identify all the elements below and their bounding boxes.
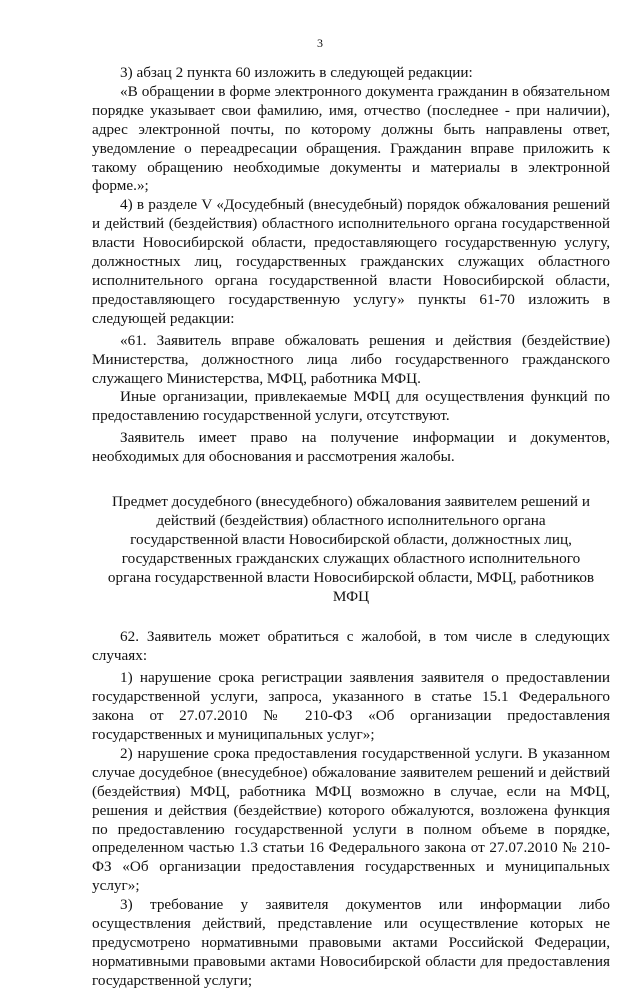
page-number: 3 <box>317 36 323 50</box>
paragraph: 62. Заявитель может обратиться с жалобой, в том числе в следующих случаях: <box>92 628 610 665</box>
paragraph: Заявитель имеет право на получение информации и документов, необходимых для обоснования и рассмотрения жалобы. <box>92 429 610 466</box>
section-heading: Предмет досудебного (внесудебного) обжалования заявителем решений и действий (бездействия) областного исполнительного органа государственной власти Новосибирской области, должностных лиц, государственных гражданских служащих областного исполнительного органа государственной власти Новосибирской области, МФЦ, работников МФЦ <box>107 493 595 605</box>
document-body <box>92 64 610 991</box>
paragraph: «61. Заявитель вправе обжаловать решения и действия (бездействие) Министерства, должностного лица либо государственного гражданского служащего Министерства, МФЦ, работника МФЦ. <box>92 331 610 387</box>
paragraph: 3) абзац 2 пункта 60 изложить в следующей редакции: <box>120 64 473 81</box>
paragraph: Иные организации, привлекаемые МФЦ для осуществления функций по предоставлению государственной услуги, отсутствуют. <box>92 388 610 425</box>
paragraph: 3) требование у заявителя документов или информации либо осуществления действий, представление или осуществление которых не предусмотрено нормативными правовыми актами Российской Федерации, нормативными правовыми актами Новосибирской области для предоставления государственной услуги; <box>92 896 610 989</box>
paragraph: 2) нарушение срока предоставления государственной услуги. В указанном случае досудебное (внесудебное) обжалование заявителем решений и действий (бездействия) МФЦ, работника МФЦ возможно в случае, если на МФЦ, решения и действия (бездействие) которого обжалуются, возложена функция по предоставлению государственной услуги в полном объеме в порядке, определенном частью 1.3 статьи 16 Федерального закона от 27.07.2010 № 210-ФЗ «Об организации предоставления государственных и муниципальных услуг»; <box>92 744 610 895</box>
paragraph: 1) нарушение срока регистрации заявления заявителя о предоставлении государственной услуги, запроса, указанного в статье 15.1 Федерального закона от 27.07.2010 № 210-ФЗ «Об организации предоставления государственных и муниципальных услуг»; <box>92 669 610 743</box>
paragraph: «В обращении в форме электронного документа гражданин в обязательном порядке указывает свои фамилию, имя, отчество (последнее - при наличии), адрес электронной почты, по которому должны быть направлены ответ, уведомление о переадресации обращения. Гражданин вправе приложить к такому обращению необходимые документы и материалы в электронной форме.»; <box>92 82 610 195</box>
paragraph: 4) в разделе V «Досудебный (внесудебный) порядок обжалования решений и действий (бездействия) областного исполнительного органа государственной власти Новосибирской области, предоставляющего государственную услугу, должностных лиц, государственных гражданских служащих областного исполнительного органа государственной власти Новосибирской области, предоставляющего государственную услугу» пункты 61-70 изложить в следующей редакции: <box>92 196 610 327</box>
